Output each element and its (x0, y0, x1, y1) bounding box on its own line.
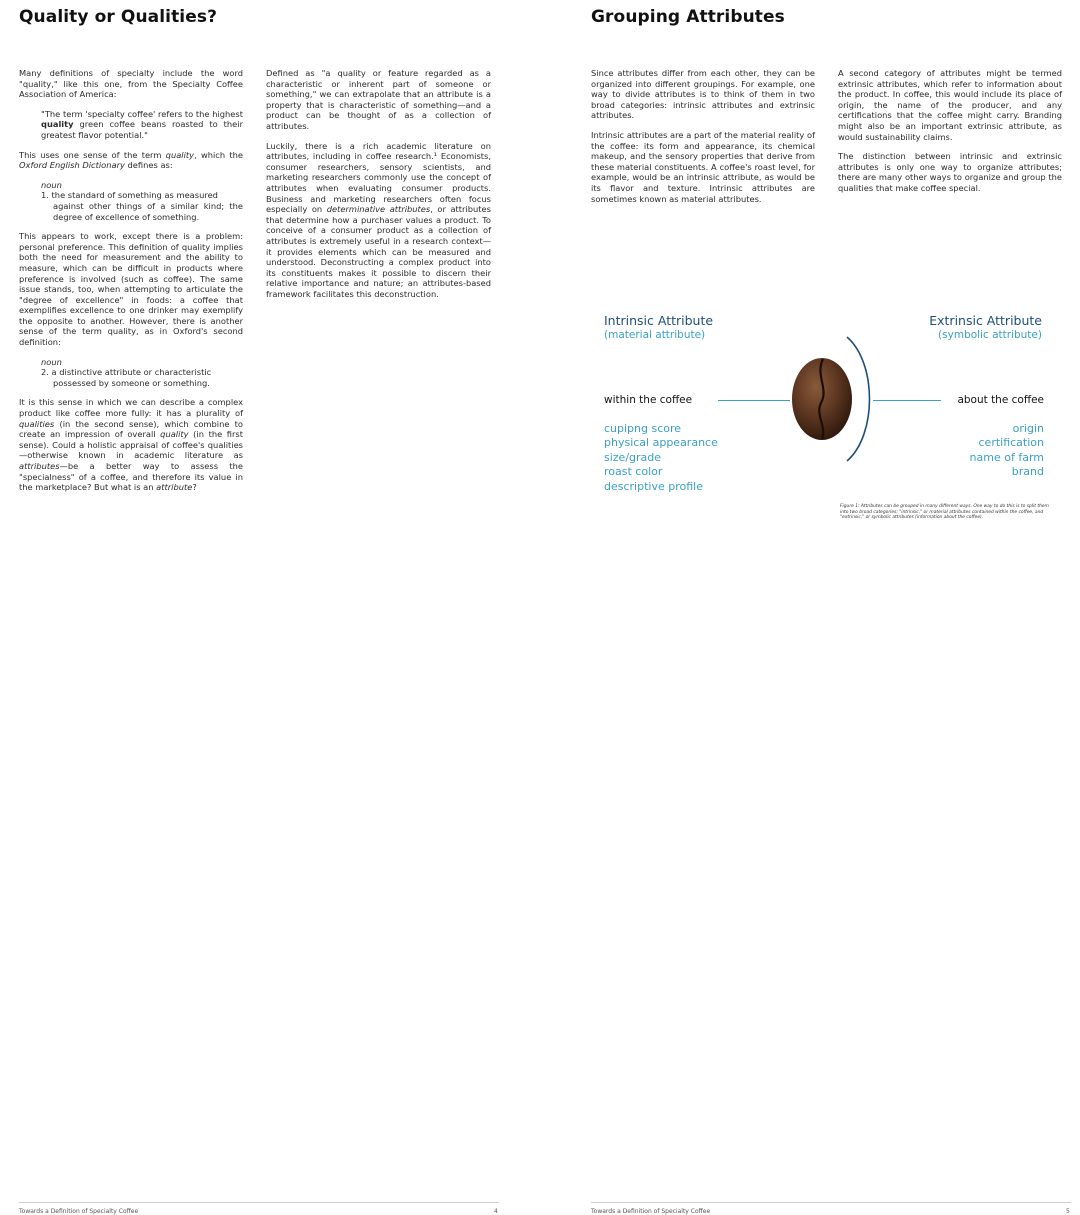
about-connector (873, 400, 941, 401)
paragraph: Since attributes differ from each other, they can be organized into different groupings. For example, one way to divide attributes is to think of them in two broad categories: intrinsic attributes and extrinsic attributes. (591, 68, 815, 121)
list-item: certification (978, 436, 1044, 450)
list-item: cupipng score (604, 422, 682, 435)
within-connector (718, 400, 790, 401)
list-item: brand (1011, 465, 1044, 479)
paragraph: It is this sense in which we can describe a complex product like coffee more fully: it has a plurality of qualities (in the second sense), which combine to create an impression of overall quality (in the first sense). Could a holistic appraisal of coffee's qualities—otherwise known in academic literature as attributes—be a better way to assess the "specialness" of a coffee, and therefore its value in the marketplace? But what is an attribute? (19, 397, 243, 493)
footer-text: Towards a Definition of Specialty Coffee (19, 1208, 139, 1215)
list-item: roast color (604, 465, 663, 479)
paragraph: Luckily, there is a rich academic literature on attributes, including in coffee research.¹ Economists, consumer researchers, sensory scientists, and marketing researchers commonly use the concept of attributes when evaluating consumer products. Business and marketing researchers often focus especially on determinative attributes, or attributes that determine how a purchaser values a product. To conceive of a consumer product as a collection of attributes is extremely useful in a research context—it provides elements which can be measured and understood. Deconstructing a complex product into its constituents makes it possible to discern their relative importance and nature; an attributes-based framework facilitates this deconstruction. (266, 140, 491, 299)
paragraph: Defined as "a quality or feature regarded as a characteristic or inherent part of someone or something," we can extrapolate that an attribute is a property that is characteristic of something—and a product can be thought of as a collection of attributes. (266, 68, 491, 131)
intrinsic-list (604, 422, 718, 494)
extrinsic-list (970, 422, 1044, 480)
right-page (540, 0, 1080, 1215)
list-item: name of farm (969, 450, 1044, 464)
attributes-diagram (540, 300, 1080, 540)
text-column-1 (19, 68, 243, 502)
about-label: about the coffee (957, 394, 1044, 406)
list-item: descriptive profile (604, 479, 703, 493)
paragraph: A second category of attributes might be termed extrinsic attributes, which refer to information about the product. In coffee, this would include its place of origin, the name of the producer, and any certifications that the coffee might carry. Branding might also be an important extrinsic attribute, as would sustainability claims. (838, 68, 1062, 142)
extrinsic-subtitle: (symbolic attribute) (938, 329, 1042, 341)
definition-text: 1. the standard of something as measured against other things of a similar kind; the degree of excellence of something. (41, 190, 243, 222)
page-title: Grouping Attributes (591, 7, 785, 27)
footer-rule (19, 1202, 499, 1203)
paragraph: This uses one sense of the term quality, which the Oxford English Dictionary defines as: (19, 149, 244, 171)
paragraph: Many definitions of specialty include the word "quality," like this one, from the Specialty Coffee Association of America: (19, 68, 243, 100)
coffee-bean-illustration (785, 333, 875, 465)
within-label: within the coffee (604, 394, 693, 406)
page-number: 5 (1066, 1208, 1070, 1215)
page-title: Quality or Qualities? (19, 7, 218, 27)
intrinsic-title: Intrinsic Attribute (604, 313, 714, 328)
paragraph: The distinction between intrinsic and extrinsic attributes is only one way to organize attributes; there are many other ways to organize and group the qualities that make coffee special. (838, 151, 1062, 193)
text-column-2 (838, 68, 1062, 203)
text-column-2 (266, 68, 491, 308)
footer-rule (591, 1202, 1071, 1203)
list-item: origin (1012, 422, 1044, 435)
intrinsic-subtitle: (material attribute) (604, 329, 706, 341)
text-column-1 (591, 68, 815, 213)
paragraph: This appears to work, except there is a problem: personal preference. This definition of quality implies both the need for measurement and the ability to measure, which can be difficult in products where preference is involved (such as coffee). The same issue stands, too, when attempting to articulate the "degree of excellence" in foods: a coffee that exemplifies excellence to one drinker may exemplify the opposite to another. However, there is another sense of the term quality, as in Oxford's second definition: (19, 231, 243, 348)
definition-text: 2. a distinctive attribute or characteristic possessed by someone or something. (41, 367, 212, 388)
definition-label: noun (41, 356, 62, 367)
definition-label: noun (41, 179, 62, 190)
figure-caption: Figure 1: Attributes can be grouped in many different ways. One way to do this is to split them into two broad categories: "intrinsic," or material attributes contained within the coffee, and "extrinsic," or symbolic attributes (information about the coffee). (840, 504, 1049, 520)
paragraph: Intrinsic attributes are a part of the material reality of the coffee: its form and appearance, its chemical makeup, and the sensory properties that derive from these material constituents. A coffee's roast level, for example, would be an intrinsic attribute, as would be its flavor and texture. Intrinsic attributes are sometimes known as material attributes. (591, 129, 815, 204)
page-number: 4 (494, 1208, 498, 1215)
list-item: size/grade (604, 450, 662, 464)
footer-text: Towards a Definition of Specialty Coffee (591, 1208, 711, 1215)
block-quote: "The term 'specialty coffee' refers to the highest quality green coffee beans roasted to their greatest flavor potential." (41, 108, 243, 140)
extrinsic-title: Extrinsic Attribute (929, 313, 1042, 328)
list-item: physical appearance (604, 436, 718, 450)
